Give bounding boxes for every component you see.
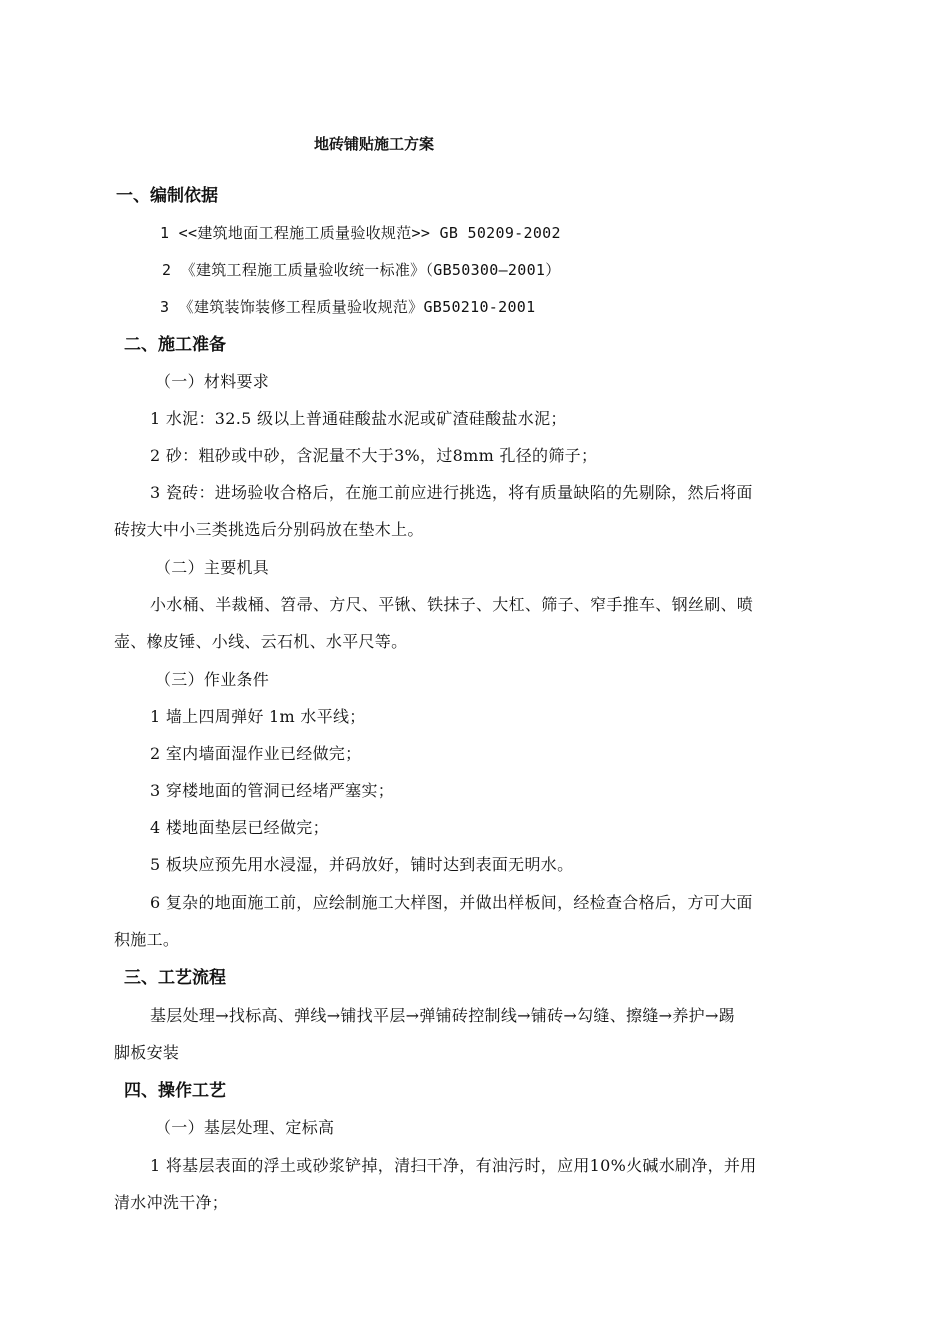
material-item-3-line-2: 砖按大中小三类挑选后分别码放在垫木上。 bbox=[114, 520, 424, 539]
condition-item-5: 5 板块应预先用水浸湿，并码放好，铺时达到表面无明水。 bbox=[150, 855, 574, 874]
section-heading-operation: 四、操作工艺 bbox=[124, 1081, 226, 1101]
operation-item-1-line-1: 1 将基层表面的浮土或砂浆铲掉，清扫干净，有油污时，应用10%火碱水刷净，并用 bbox=[150, 1156, 757, 1175]
material-item-1: 1 水泥：32.5 级以上普通硅酸盐水泥或矿渣硅酸盐水泥； bbox=[150, 409, 567, 428]
section-heading-process: 三、工艺流程 bbox=[124, 968, 226, 988]
process-flow-line-2: 脚板安装 bbox=[114, 1043, 180, 1062]
process-flow-line-1: 基层处理→找标高、弹线→铺找平层→弹铺砖控制线→铺砖→勾缝、擦缝→养护→踢 bbox=[150, 1006, 735, 1025]
material-item-3-line-1: 3 瓷砖：进场验收合格后，在施工前应进行挑选，将有质量缺陷的先剔除，然后将面 bbox=[150, 483, 753, 502]
section-heading-basis: 一、编制依据 bbox=[116, 186, 218, 206]
subheading-conditions: （三）作业条件 bbox=[155, 670, 270, 689]
condition-item-4: 4 楼地面垫层已经做完； bbox=[150, 818, 329, 837]
tools-line-1: 小水桶、半裁桶、笤帚、方尺、平锹、铁抹子、大杠、筛子、窄手推车、钢丝刷、喷 bbox=[150, 595, 754, 614]
subheading-materials: （一）材料要求 bbox=[155, 372, 270, 391]
condition-item-6-line-2: 积施工。 bbox=[114, 930, 180, 949]
condition-item-2: 2 室内墙面湿作业已经做完； bbox=[150, 744, 362, 763]
basis-item-2: 2 《建筑工程施工质量验收统一标准》（GB50300—2001） bbox=[162, 261, 561, 279]
subheading-base-treatment: （一）基层处理、定标高 bbox=[155, 1118, 335, 1137]
condition-item-6-line-1: 6 复杂的地面施工前，应绘制施工大样图，并做出样板间，经检查合格后，方可大面 bbox=[150, 893, 753, 912]
subheading-tools: （二）主要机具 bbox=[155, 558, 270, 577]
section-heading-preparation: 二、施工准备 bbox=[124, 335, 226, 355]
page-title: 地砖铺贴施工方案 bbox=[314, 135, 435, 153]
basis-item-3: 3 《建筑装饰装修工程质量验收规范》GB50210-2001 bbox=[160, 298, 536, 316]
operation-item-1-line-2: 清水冲洗干净； bbox=[114, 1193, 229, 1212]
condition-item-3: 3 穿楼地面的管洞已经堵严塞实； bbox=[150, 781, 395, 800]
tools-line-2: 壶、橡皮锤、小线、云石机、水平尺等。 bbox=[114, 632, 408, 651]
material-item-2: 2 砂：粗砂或中砂，含泥量不大于3%，过8mm 孔径的筛子； bbox=[150, 446, 598, 465]
basis-item-1: 1 <<建筑地面工程施工质量验收规范>> GB 50209-2002 bbox=[160, 224, 561, 242]
condition-item-1: 1 墙上四周弹好 1m 水平线； bbox=[150, 707, 366, 726]
